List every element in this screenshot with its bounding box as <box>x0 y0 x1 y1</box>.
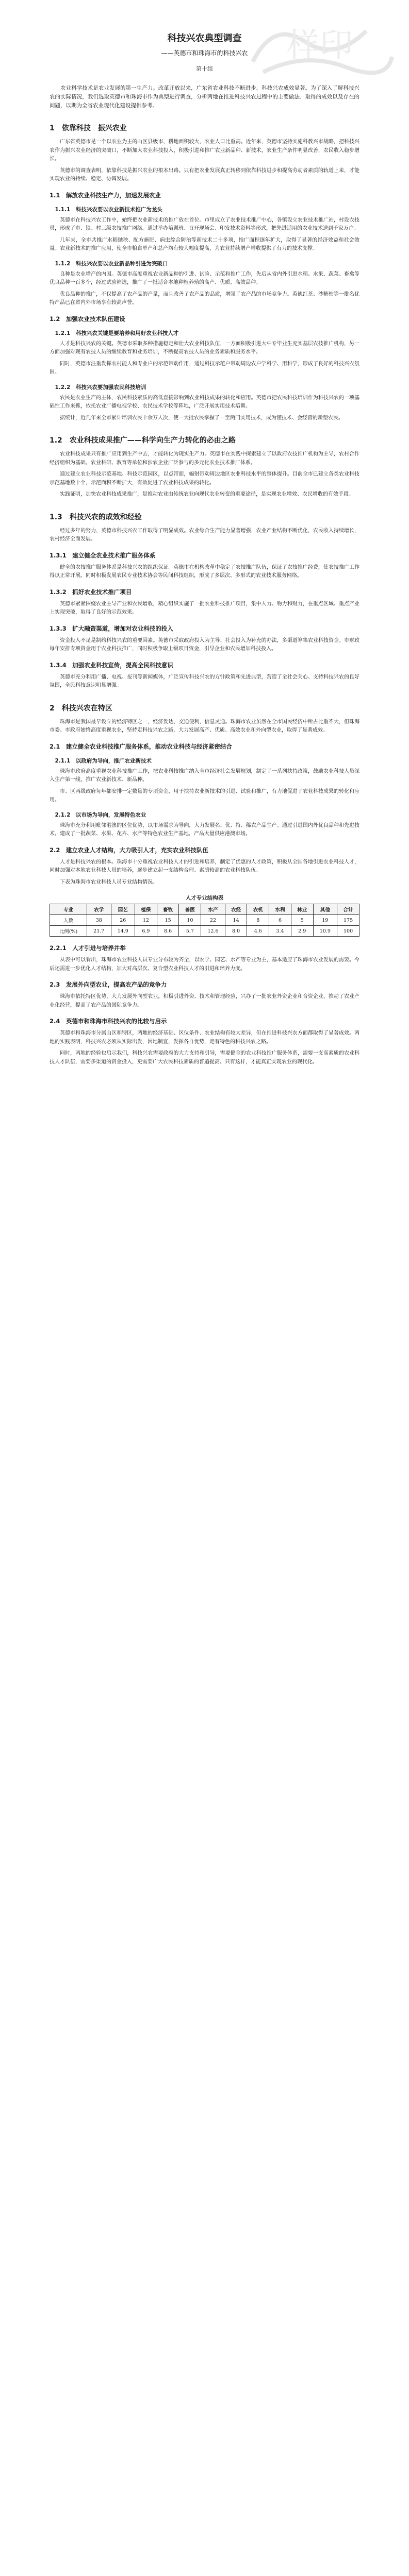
table-header-cell: 农经 <box>225 904 247 915</box>
subsection-heading: 2.2 建立农业人才结构，大力吸引人才，充实农业科技队伍 <box>50 846 208 854</box>
table-header-cell: 兽医 <box>179 904 201 915</box>
paragraph: 珠海市充分利用毗邻港澳的区位优势，以市场需求为导向，大力发展名、优、特、稀农产品生产。通过引进国内外优良品种和先进技术，建成了一批蔬菜、水果、花卉、水产等特色农业生产基地，产品大量供应港澳市场。 <box>50 822 359 837</box>
table-cell: 10 <box>179 915 201 926</box>
paragraph: 英德市紧紧围绕农业主导产业和农民增收，精心组织实施了一批农业科技推广项目，集中人力、物力和财力，在重点区域、重点产业上实现突破，取得了良好的示范效果。 <box>50 601 359 615</box>
table-cell: 4.6 <box>247 926 269 937</box>
talent-table <box>50 904 359 937</box>
paragraph: 农业科技成果只有推广应用到生产中去，才能转化为现实生产力。英德市在实践中探索建立了以政府农技推广机构为主导，农村合作经济组织为基础，农业科研、教育等单位和涉农企业广泛参与的多元化农业技术推广体系。 <box>50 451 359 466</box>
paragraph: 同时，两地的经验也启示我们，科技兴农需要政府的大力支持和引导，需要健全的农业科技推广服务体系，需要一支高素质的农业科技人才队伍，需要多渠道的资金投入，更需要广大农民科技素质的普遍提高。只有这样，才能真正实现农业的现代化。 <box>50 1050 359 1065</box>
paragraph: 优良品种的推广，不仅提高了农产品的产量，而且改善了农产品的品质，增强了农产品的市场竞争力。英德红茶、沙糖桔等一批名优特产品已在省内外市场享有较高声誉。 <box>50 291 359 306</box>
table-header-cell: 畜牧 <box>157 904 179 915</box>
paragraph: 英德市在科技兴农工作中，始终把农业新技术的推广放在首位。市里成立了农业技术推广中心，各镇设立农业技术推广站，村设农技员，形成了市、镇、村三级农技推广网络。通过举办培训班、召开现场会、印发技术资料等形式，把先进适用的农业技术送到千家万户。 <box>50 217 359 231</box>
item-heading: 1.2.1 科技兴农关键是要培养和用好农业科技人才 <box>55 330 179 336</box>
paragraph: 通过建立农业科技示范基地、科技示范园区，以点带面，辐射带动周边地区农业科技水平的整体提升。目前全市已建立各类农业科技示范基地数十个，示范面积不断扩大，有效促进了农业科技成果的转化。 <box>50 471 359 486</box>
doc-sections <box>50 123 359 887</box>
paragraph: 市、区两级政府每年都安排一定数量的专项资金，用于扶持农业新技术的引进、试验和推广，有力地促进了农业科技成果的转化和应用。 <box>50 788 359 803</box>
subsection-heading: 2.2.1 人才引进与培养并举 <box>50 944 126 952</box>
table-cell: 8 <box>247 915 269 926</box>
subsection-heading: 2.1 建立健全农业科技推广服务体系，推动农业科技与经济紧密结合 <box>50 742 232 750</box>
section-heading: 1 依靠科技 振兴农业 <box>50 124 127 132</box>
paragraph: 健全的农技推广服务体系是科技兴农的组织保证。英德市在机构改革中稳定了农技推广队伍，保证了农技推广经费，使农技推广工作得以正常开展。同时积极发展农民专业技术协会等民间科技组织，形成了多层次、多形式的农业技术服务网络。 <box>50 564 359 579</box>
paragraph: 从表中可以看出，珠海市农业科技人员专业分布较为齐全，以农学、园艺、水产等专业为主，基本适应了珠海市农业发展的需要。今后还需进一步优化人才结构，加大对高层次、复合型农业科技人才的引进和培养力度。 <box>50 957 359 972</box>
table-cell: 12 <box>135 915 157 926</box>
table-header-cell: 农学 <box>87 904 111 915</box>
doc-subtitle: ——英德市和珠海市的科技兴农 <box>161 49 248 57</box>
paragraph: 同时，英德市注重发挥农村能人和专业户的示范带动作用，通过科技示范户带动周边农户学科学、用科学，形成了良好的科技兴农氛围。 <box>50 361 359 375</box>
paragraph: 珠海市是我国最早设立的经济特区之一，经济发达，交通便利，信息灵通。珠海市农业虽然在全市国民经济中所占比重不大，但珠海市委、市政府始终高度重视农业，坚持走科技兴农之路，大力发展高产、优质、高效农业和外向型农业，取得了显著成效。 <box>50 719 359 733</box>
svg-text:样印: 样印 <box>287 27 353 65</box>
paragraph: 据统计，近几年来全市累计培训农民十余万人次，使一大批农民掌握了一至两门实用技术，成为懂技术、会经营的新型农民。 <box>60 415 343 421</box>
paragraph: 珠海市依托特区优势，大力发展外向型农业，积极引进外资、技术和管理经验，兴办了一批农业外资企业和合资企业，推动了农业产业化经营，提高了农产品的国际竞争力。 <box>50 994 359 1008</box>
subsection-heading: 1.3.4 加强农业科技宣传，提高全民科技意识 <box>50 661 173 669</box>
paragraph: 农民是农业生产的主体，农民科技素质的高低直接影响到农业科技成果的转化和应用。英德市把农民科技培训作为科技兴农的一项基础性工作来抓，依托农业广播电视学校、农民技术学校等阵地，广泛开展实用技术培训。 <box>50 395 359 409</box>
table-cell: 12.6 <box>201 926 225 937</box>
subsection-heading: 1.3.3 扩大融资渠道，增加对农业科技的投入 <box>50 624 173 632</box>
table-cell: 3.4 <box>269 926 291 937</box>
table-cell: 比例(%) <box>50 926 87 937</box>
table-cell: 38 <box>87 915 111 926</box>
table-row <box>50 926 359 937</box>
table-cell: 175 <box>337 915 359 926</box>
table-cell: 10.9 <box>313 926 337 937</box>
subsection-heading: 1.3.2 抓好农业技术推广项目 <box>50 588 132 596</box>
table-cell: 15 <box>157 915 179 926</box>
table-header-cell: 专业 <box>50 904 87 915</box>
table-cell: 人数 <box>50 915 87 926</box>
table-cell: 100 <box>337 926 359 937</box>
section-heading: 1.3 科技兴农的成效和经验 <box>50 513 142 521</box>
item-heading: 2.1.2 以市场为导向，发展特色农业 <box>55 811 146 818</box>
item-heading: 2.1.1 以政府为导向，推广农业新技术 <box>55 757 152 764</box>
paragraph: 英德市和珠海市分属山区和特区，两地的经济基础、区位条件、农业结构有较大差异，但在推进科技兴农方面都取得了显著成效。两地的实践表明，科技兴农必须从实际出发，因地制宜，发挥各自优势，走有特色的科技兴农之路。 <box>50 1030 359 1045</box>
paragraph: 几年来，全市共推广水稻抛秧、配方施肥、病虫综合防治等新技术二十多项，推广面积逐年扩大，取得了显著的经济效益和社会效益。农业新技术的推广应用，使全市粮食单产和总产均有较大幅度提高，为农业持续增产增收提供了有力的技术支撑。 <box>50 237 359 251</box>
section-heading: 1.2 农业科技成果推广——科学向生产力转化的必由之路 <box>50 436 236 445</box>
table-header-cell: 植保 <box>135 904 157 915</box>
table-row <box>50 915 359 926</box>
paragraph: 珠海市政府高度重视农业科技推广工作，把农业科技推广纳入全市经济社会发展规划，制定了一系列扶持政策，鼓励农业科技人员深入生产第一线，推广农业新技术、新品种。 <box>50 768 359 783</box>
table-cell: 19 <box>313 915 337 926</box>
table-cell: 8.0 <box>225 926 247 937</box>
subsection-heading: 1.3.1 建立健全农业技术推广服务体系 <box>50 551 156 559</box>
table-header-row <box>50 904 359 915</box>
subsection-heading: 2.4 英德市和珠海市科技兴农的比较与启示 <box>50 1018 167 1025</box>
paragraph: 下表为珠海市农业科技人员专业结构情况。 <box>60 879 158 885</box>
table-header-cell: 水利 <box>269 904 291 915</box>
table-cell: 6.9 <box>135 926 157 937</box>
doc-abstract: 农业科学技术是农业发展的第一生产力。改革开放以来，广东省农业科技不断进步，科技兴农成效显著。为了深入了解科技兴农的实际情况，我们选取英德市和珠海市作为典型进行调查，分析两地在推进科技兴农过程中的主要做法、取得的成效以及存在的问题，以期为全省农业现代化建设提供参考。 <box>50 85 359 109</box>
paragraph: 实践证明，加快农业科技成果推广，是推动农业由传统农业向现代农业转变的重要途径，是实现农业增效、农民增收的有效手段。 <box>60 492 354 497</box>
table-header-cell: 林业 <box>291 904 313 915</box>
paragraph: 人才是科技兴农的根本。珠海市十分重视农业科技人才的引进和培养，制定了优惠的人才政策，积极从全国各地引进农业科技人才，同时加强对本地农业科技人员的培养，逐步建立起一支结构合理、素质较高的农业科技队伍。 <box>50 859 359 873</box>
table-header-cell: 水产 <box>201 904 225 915</box>
paragraph: 广东省英德市是一个以农业为主的山区县级市，耕地面积较大，农业人口比重高。近年来，英德市坚持实施科教兴市战略，把科技兴农作为振兴农业经济的突破口，不断加大农业科技投入，积极引进和推广农业新品种、新技术，农业生产条件明显改善，农民收入稳步增长。 <box>50 139 359 162</box>
paragraph: 经过多年的努力，英德市科技兴农工作取得了明显成效。农业综合生产能力显著增强，农业产业结构不断优化，农民收入持续增长，农村经济全面发展。 <box>50 528 359 542</box>
subsection-heading: 1.1 解放农业科技生产力，加速发展农业 <box>50 191 161 199</box>
paragraph: 资金投入不足是制约科技兴农的重要因素。英德市采取政府投入为主导、社会投入为补充的办法，多渠道筹集农业科技资金。市财政每年安排专项资金用于农业科技推广，同时积极争取上级项目资金，引导企业和农民增加科技投入。 <box>50 637 359 652</box>
table-cell: 5 <box>291 915 313 926</box>
item-heading: 1.1.1 科技兴农要以农业新技术推广为龙头 <box>55 206 162 213</box>
doc-closing <box>50 944 359 1066</box>
table-cell: 22 <box>201 915 225 926</box>
table-cell: 6 <box>269 915 291 926</box>
section-heading: 2 科技兴农在特区 <box>50 704 112 713</box>
table-cell: 14 <box>225 915 247 926</box>
table-cell: 14.9 <box>111 926 135 937</box>
paragraph: 英德市充分利用广播、电视、报刊等新闻媒体，广泛宣传科技兴农的方针政策和先进典型，营造了全社会关心、支持科技兴农的良好氛围，全民科技意识明显增强。 <box>50 674 359 688</box>
table-cell: 8.6 <box>157 926 179 937</box>
table-cell: 5.7 <box>179 926 201 937</box>
item-heading: 1.2.2 科技兴农要加强农民科技培训 <box>55 384 146 391</box>
table-header-cell: 其他 <box>313 904 337 915</box>
table-title: 人才专业结构表 <box>185 895 224 901</box>
item-heading: 1.1.2 科技兴农要以农业新品种引进为突破口 <box>55 260 168 267</box>
paragraph: 英德市的调查表明，依靠科技是振兴农业的根本出路。只有把农业发展真正转移到依靠科技进步和提高劳动者素质的轨道上来，才能实现农业的持续、稳定、协调发展。 <box>50 167 359 182</box>
table-body <box>50 915 359 937</box>
table-cell: 2.9 <box>291 926 313 937</box>
paragraph: 良种是农业增产的内因。英德市高度重视农业新品种的引进、试验、示范和推广工作，先后从省内外引进水稻、水果、蔬菜、畜禽等优良品种一百多个，经过试验筛选，推广了一批适合本地种植养殖的高产、优质、高效品种。 <box>50 271 359 285</box>
paragraph: 人才是科技兴农的关键。英德市采取多种措施稳定和壮大农业科技队伍，一方面积极引进大中专毕业生充实基层农技推广机构，另一方面加强对现有农技人员的继续教育和业务培训，不断提高农技人员的业务素质和服务水平。 <box>50 341 359 355</box>
table-header-cell: 园艺 <box>111 904 135 915</box>
table-header-cell: 合计 <box>337 904 359 915</box>
table-cell: 21.7 <box>87 926 111 937</box>
doc-title: 科技兴农典型调查 <box>167 33 242 44</box>
doc-author: 第十组 <box>196 65 213 72</box>
table-header-cell: 农机 <box>247 904 269 915</box>
subsection-heading: 1.2 加强农业技术队伍建设 <box>50 315 125 323</box>
subsection-heading: 2.3 发展外向型农业，提高农产品的竞争力 <box>50 981 167 988</box>
table-cell: 26 <box>111 915 135 926</box>
